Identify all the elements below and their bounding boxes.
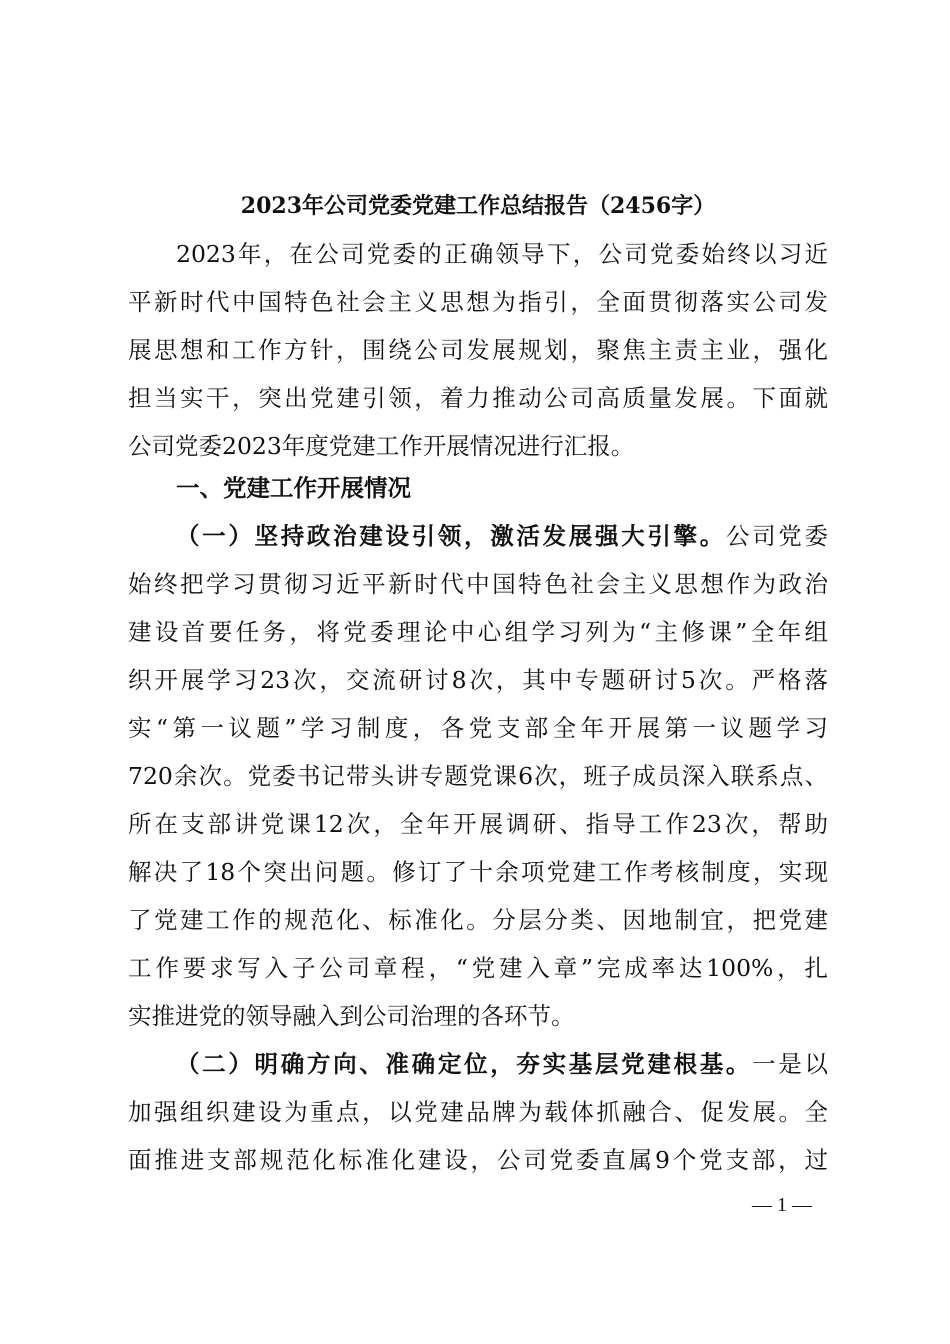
subsection-1-first-line-text: 公司党委 [725,522,828,550]
subsection-1-line-7: 所在支部讲党课12次，全年开展调研、指导工作23次，帮助 [128,810,828,838]
subsection-1-line-6: 720余次。党委书记带头讲专题党课6次，班子成员深入联系点、 [128,762,828,790]
subsection-1-line-10: 工作要求写入子公司章程，“党建入章”完成率达100%，扎 [128,954,828,982]
subsection-1-line-8: 解决了18个突出问题。修订了十余项党建工作考核制度，实现 [128,858,828,886]
subsection-2-line-3: 面推进支部规范化标准化建设，公司党委直属9个党支部，过 [128,1146,828,1174]
subsection-2-first-line [176,1049,828,1079]
section-heading: 一、党建工作开展情况 [176,474,411,502]
subsection-1-heading: （一）坚持政治建设引领，激活发展强大引擎。 [176,522,726,550]
intro-line-3: 展思想和工作方针，围绕公司发展规划，聚焦主责主业，强化 [128,336,828,364]
intro-line-2: 平新时代中国特色社会主义思想为指引，全面贯彻落实公司发 [128,288,828,316]
subsection-1-line-9: 了党建工作的规范化、标准化。分层分类、因地制宜，把党建 [128,906,828,934]
document-title: 2023年公司党委党建工作总结报告（2456字） [240,193,716,219]
subsection-2-heading: （二）明确方向、准确定位，夯实基层党建根基。 [176,1050,753,1078]
subsection-2-line-2: 加强组织建设为重点，以党建品牌为载体抓融合、促发展。全 [128,1098,828,1126]
page-number: — 1 — [752,1194,812,1216]
subsection-2-first-line-text: 一是以 [752,1050,828,1078]
subsection-1-line-2: 始终把学习贯彻习近平新时代中国特色社会主义思想作为政治 [128,570,828,598]
intro-line-1: 2023年，在公司党委的正确领导下，公司党委始终以习近 [176,240,828,268]
intro-line-5: 公司党委2023年度党建工作开展情况进行汇报。 [128,432,635,460]
subsection-1-first-line [176,521,828,551]
subsection-1-line-4: 织开展学习23次，交流研讨8次，其中专题研讨5次。严格落 [128,666,828,694]
intro-line-4: 担当实干，突出党建引领，着力推动公司高质量发展。下面就 [128,384,828,412]
subsection-1-line-5: 实“第一议题”学习制度，各党支部全年开展第一议题学习 [128,714,828,742]
subsection-1-line-3: 建设首要任务，将党委理论中心组学习列为“主修课”全年组 [128,618,828,646]
subsection-1-line-11: 实推进党的领导融入到公司治理的各环节。 [128,1002,575,1030]
